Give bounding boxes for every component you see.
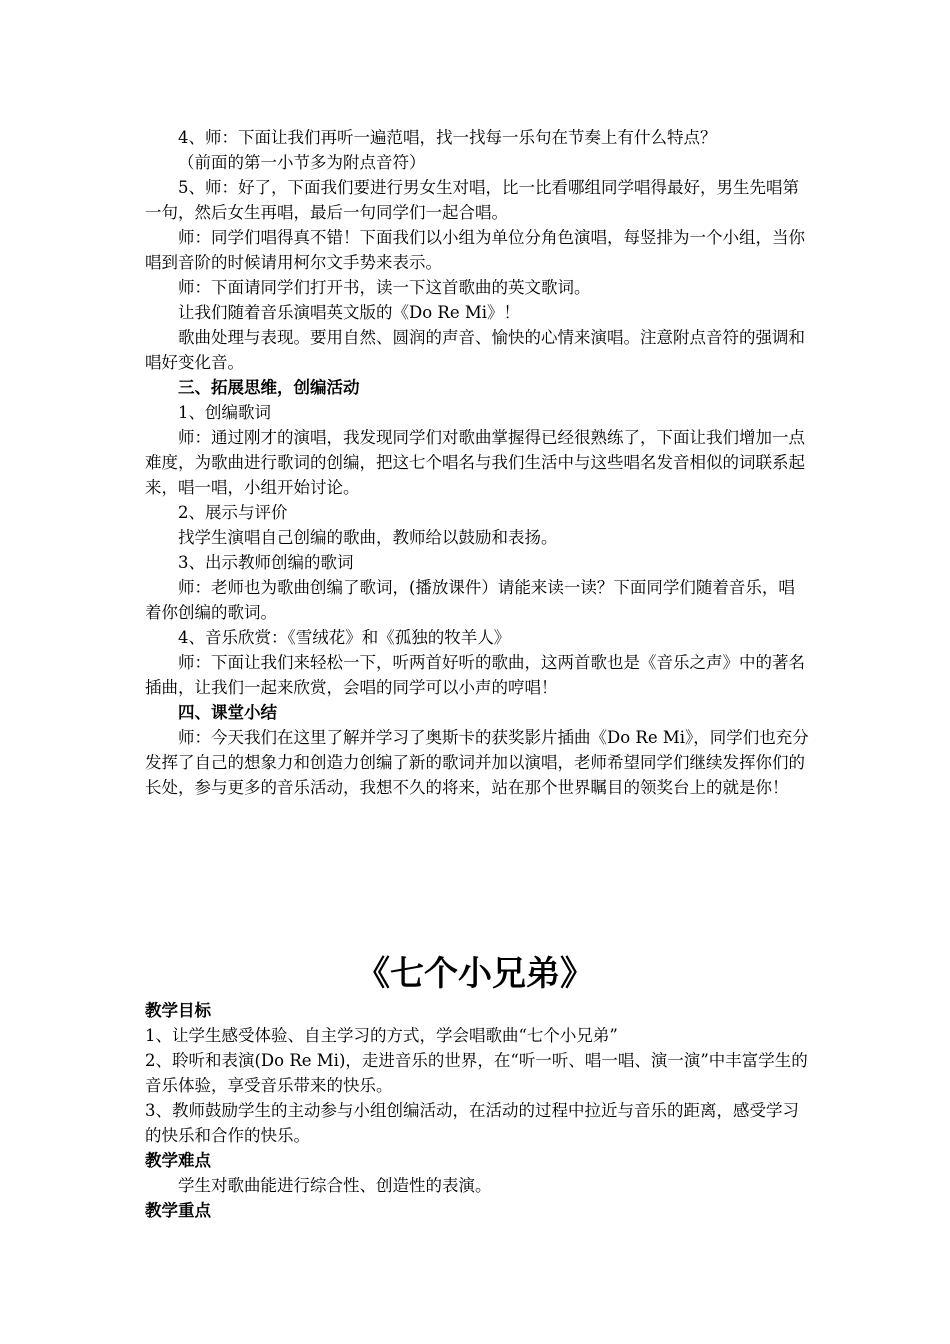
paragraph: 让我们随着音乐演唱英文版的《Do Re Mi》！: [178, 303, 521, 322]
paragraph: 师：今天我们在这里了解并学习了奥斯卡的获奖影片插曲《Do Re Mi》，同学们也充分发挥了自己的想象力和创造力创编了新的歌词并加以演唱，老师希望同学们继续发挥你们的长处，参与更多的音乐活动，我想不久的将来，站在那个世界瞩目的领奖台上的就是你！: [145, 728, 809, 797]
paragraph: 歌曲处理与表现。要用自然、圆润的声音、愉快的心情来演唱。注意附点音符的强调和唱好变化音。: [145, 328, 805, 372]
paragraph: 2、聆听和表演(Do Re Mi)，走进音乐的世界，在“听一听、唱一唱、演一演”中丰富学生的音乐体验，享受音乐带来的快乐。: [145, 1051, 808, 1095]
paragraph: 1、创编歌词: [178, 403, 271, 422]
section-heading: 四、课堂小结: [178, 703, 277, 722]
lesson-objectives: [145, 998, 810, 1223]
paragraph: 3、教师鼓励学生的主动参与小组创编活动，在活动的过程中拉近与音乐的距离，感受学习的快乐和合作的快乐。: [145, 1101, 799, 1145]
section-heading: 教学难点: [145, 1151, 211, 1170]
paragraph: （前面的第一小节多为附点音符）: [178, 153, 426, 172]
paragraph: 4、师：下面让我们再听一遍范唱，找一找每一乐句在节奏上有什么特点？: [178, 128, 717, 147]
paragraph: 师：同学们唱得真不错！下面我们以小组为单位分角色演唱，每竖排为一个小组，当你唱到音阶的时候请用柯尔文手势来表示。: [145, 228, 805, 272]
paragraph: 3、出示教师创编的歌词: [178, 553, 354, 572]
paragraph: 1、让学生感受体验、自主学习的方式，学会唱歌曲“七个小兄弟”: [145, 1026, 618, 1045]
section-heading: 教学重点: [145, 1201, 211, 1220]
paragraph: 5、师：好了，下面我们要进行男女生对唱，比一比看哪组同学唱得最好，男生先唱第一句，然后女生再唱，最后一句同学们一起合唱。: [145, 178, 799, 222]
paragraph: 师：老师也为歌曲创编了歌词，(播放课件）请能来读一读？下面同学们随着音乐，唱着你创编的歌词。: [145, 578, 795, 622]
section-heading: 三、拓展思维，创编活动: [178, 378, 360, 397]
section-heading: 教学目标: [145, 1001, 211, 1020]
paragraph: 找学生演唱自己创编的歌曲，教师给以鼓励和表扬。: [178, 528, 558, 547]
paragraph: 4、音乐欣赏：《雪绒花》和《孤独的牧羊人》: [178, 628, 511, 647]
paragraph: 学生对歌曲能进行综合性、创造性的表演。: [178, 1176, 492, 1195]
document-title: 《七个小兄弟》: [356, 954, 594, 994]
paragraph: 师：下面请同学们打开书，读一下这首歌曲的英文歌词。: [178, 278, 591, 297]
paragraph: 师：下面让我们来轻松一下，听两首好听的歌曲，这两首歌也是《音乐之声》中的著名插曲，让我们一起来欣赏，会唱的同学可以小声的哼唱！: [145, 653, 805, 697]
paragraph: 2、展示与评价: [178, 503, 288, 522]
paragraph: 师：通过刚才的演唱，我发现同学们对歌曲掌握得已经很熟练了，下面让我们增加一点难度，为歌曲进行歌词的创编，把这七个唱名与我们生活中与这些唱名发音相似的词联系起来，唱一唱，小组开始讨论。: [145, 428, 805, 497]
lesson-continuation: [145, 125, 810, 800]
